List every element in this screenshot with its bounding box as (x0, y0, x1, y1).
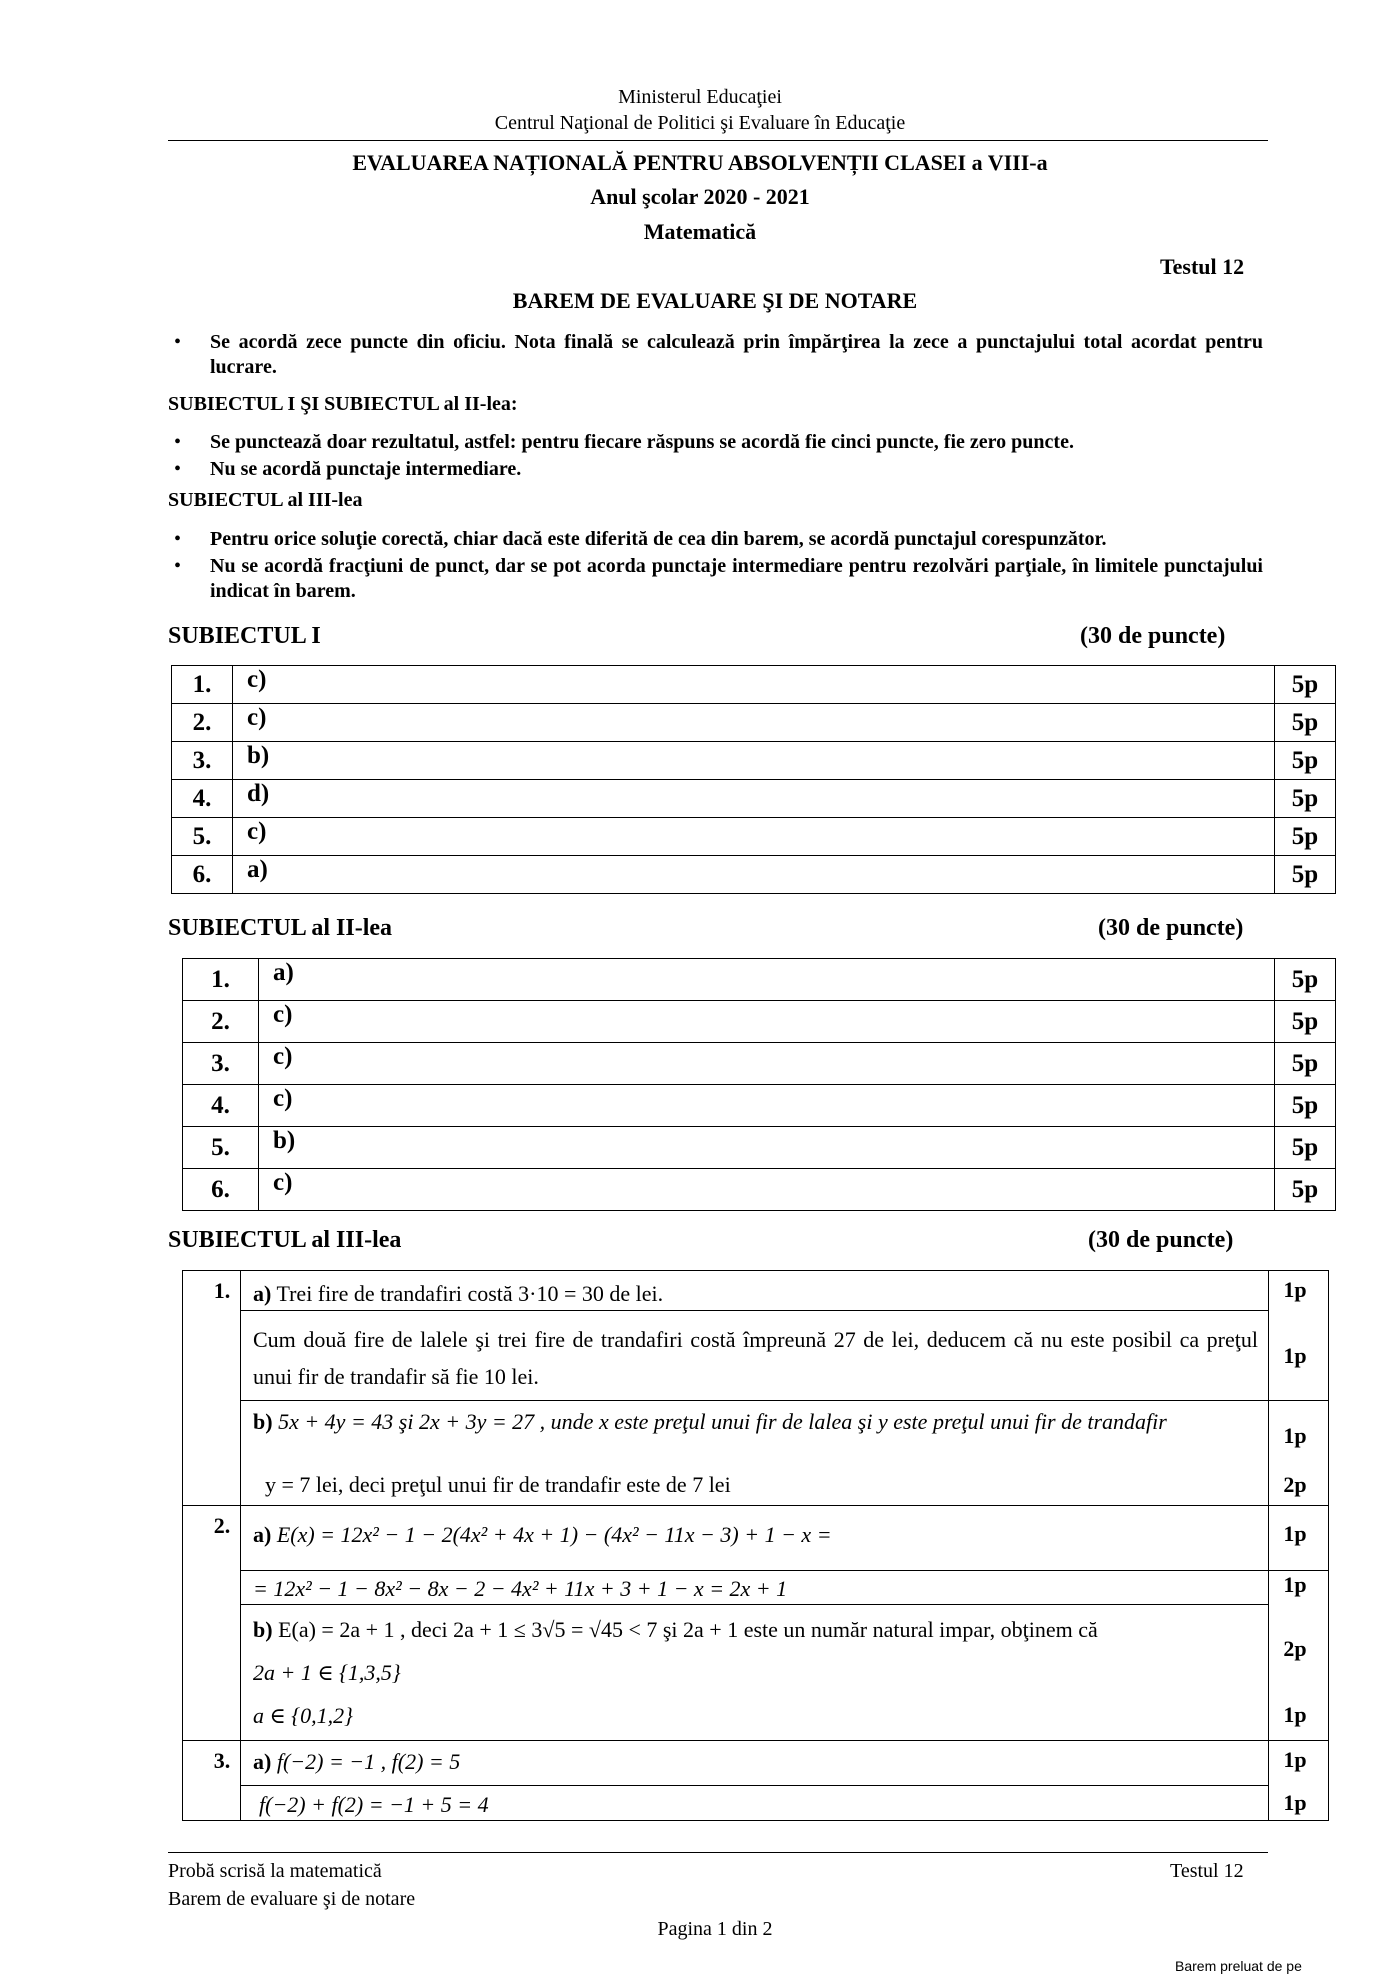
subiect3-points: (30 de puncte) (1088, 1227, 1234, 1253)
subject-name: Matematică (643, 219, 757, 244)
p2-a-expr: E(x) = 12x² − 1 − 2(4x² + 4x + 1) − (4x² − 11x − 3) + 1 − x = (276, 1522, 832, 1547)
footer-test: Testul 12 (1170, 1860, 1244, 1882)
answer-points: 5p (1275, 1043, 1336, 1085)
grid-divider (240, 1400, 1329, 1401)
points-badge: 2p (1283, 1472, 1307, 1497)
answer-points: 5p (1275, 666, 1336, 704)
answer-points: 5p (1275, 704, 1336, 742)
rule-item: • Nu se acordă punctaje intermediare. (168, 457, 1263, 482)
answer-choice: c) (233, 818, 1275, 856)
rule-item: • Se acordă zece puncte din oficiu. Nota finală se calculează prin împărţirea la zece a punctajului total acordat pentru lucrare. (168, 330, 1263, 380)
question-number: 2. (183, 1001, 259, 1043)
answer-choice: b) (233, 742, 1275, 780)
answer-choice: c) (259, 1169, 1275, 1211)
test-number: Testul 12 (1160, 254, 1245, 279)
answer-choice: c) (233, 704, 1275, 742)
page-number: Pagina 1 din 2 (657, 1918, 773, 1940)
points-badge: 1p (1283, 1702, 1307, 1727)
general-rules (168, 330, 1263, 380)
answer-choice: c) (259, 1085, 1275, 1127)
rule-item: • Se punctează doar rezultatul, astfel: pentru fiecare răspuns se acordă fie cinci puncte, fie zero puncte. (168, 430, 1263, 455)
points-badge: 2p (1283, 1636, 1307, 1661)
footer-divider (168, 1852, 1268, 1853)
answer-choice: a) (259, 959, 1275, 1001)
answer-row (183, 1169, 1336, 1211)
question-number: 6. (183, 1169, 259, 1211)
p3-a-line1 (253, 1745, 1258, 1779)
answer-points: 5p (1275, 818, 1336, 856)
answer-row (172, 666, 1336, 704)
p2-a-line1 (253, 1518, 1258, 1552)
rules-s12 (168, 430, 1263, 482)
p1-a-text: Trei fire de trandafiri costă 3·10 = 30 de lei. (276, 1281, 664, 1306)
rules-s3 (168, 527, 1263, 604)
part-label: b) (253, 1409, 273, 1434)
subiect1-title: SUBIECTUL I (168, 623, 321, 649)
question-number: 6. (172, 856, 233, 894)
p1-b-text2: y = 7 lei, deci preţul unui fir de trandafir este de 7 lei (265, 1472, 731, 1497)
subiect1-points: (30 de puncte) (1080, 623, 1226, 649)
points-badge: 1p (1283, 1277, 1307, 1302)
footer-line2: Barem de evaluare şi de notare (168, 1888, 416, 1910)
answer-points: 5p (1275, 780, 1336, 818)
subiect2-table (182, 958, 1336, 1211)
grid-divider (182, 1740, 1329, 1741)
points-badge: 1p (1283, 1790, 1307, 1815)
answer-choice: c) (259, 1001, 1275, 1043)
footer-line1: Probă scrisă la matematică (168, 1860, 382, 1882)
p2-a-expr2: = 12x² − 1 − 8x² − 8x − 2 − 4x² + 11x + 3 + 1 − x = 2x + 1 (253, 1576, 788, 1601)
question-number: 5. (183, 1127, 259, 1169)
points-badge: 1p (1283, 1572, 1307, 1597)
barem-title: BAREM DE EVALUARE ŞI DE NOTARE (512, 288, 918, 313)
answer-choice: a) (233, 856, 1275, 894)
p3-a-expr2: f(−2) + f(2) = −1 + 5 = 4 (259, 1792, 489, 1817)
p2-b-text2: 2a + 1 ∈ {1,3,5} (253, 1660, 401, 1685)
center-name: Centrul Naţional de Politici şi Evaluare în Educaţie (494, 112, 906, 134)
answer-row (172, 704, 1336, 742)
rule-item: • Pentru orice soluţie corectă, chiar dacă este diferită de cea din barem, se acordă punctajul corespunzător. (168, 527, 1263, 552)
question-number: 1. (172, 666, 233, 704)
answer-row (183, 1001, 1336, 1043)
question-number: 4. (183, 1085, 259, 1127)
points-badge: 1p (1283, 1343, 1307, 1368)
points-badge: 1p (1283, 1423, 1307, 1448)
part-label: b) (253, 1617, 273, 1642)
subiect3-title: SUBIECTUL al III-lea (168, 1227, 402, 1253)
answer-choice: c) (259, 1043, 1275, 1085)
grid-divider (240, 1785, 1268, 1786)
answer-row (172, 742, 1336, 780)
ministry-name: Ministerul Educaţiei (618, 86, 782, 108)
answer-points: 5p (1275, 1169, 1336, 1211)
answer-row (172, 780, 1336, 818)
answer-row (172, 818, 1336, 856)
grid-divider (240, 1270, 241, 1821)
part-label: a) (253, 1281, 272, 1306)
subiect2-title: SUBIECTUL al II-lea (168, 915, 393, 941)
answer-points: 5p (1275, 959, 1336, 1001)
problem-number: 3. (213, 1748, 231, 1773)
answer-choice: b) (259, 1127, 1275, 1169)
answer-row (183, 1085, 1336, 1127)
p1-b-text1 (253, 1405, 1263, 1438)
answer-choice: d) (233, 780, 1275, 818)
points-badge: 1p (1283, 1521, 1307, 1546)
question-number: 5. (172, 818, 233, 856)
answer-row (183, 1127, 1336, 1169)
p1-a-text2: Cum două fire de lalele şi trei fire de trandafiri costă împreună 27 de lei, deducem că nu este posibil ca preţul unui fir de trandafir să fie 10 lei. (253, 1327, 1258, 1389)
answer-points: 5p (1275, 1127, 1336, 1169)
p2-b-line1 (253, 1613, 1263, 1647)
p2-b-text1: E(a) = 2a + 1 , deci 2a + 1 ≤ 3√5 = √45 < 7 şi 2a + 1 este un număr natural impar, obţinem că (278, 1617, 1098, 1642)
grid-divider (182, 1505, 1329, 1506)
answer-row (183, 959, 1336, 1001)
answer-points: 5p (1275, 742, 1336, 780)
part-label: a) (253, 1522, 272, 1547)
answer-row (183, 1043, 1336, 1085)
p1-b-equations: 5x + 4y = 43 şi 2x + 3y = 27 , unde x este preţul unui fir de lalea şi y este preţul unui fir de trandafir (278, 1409, 1167, 1434)
p2-b-text3: a ∈ {0,1,2} (253, 1703, 353, 1728)
answer-points: 5p (1275, 1085, 1336, 1127)
subiect1-table (171, 665, 1336, 894)
rules-s3-title: SUBIECTUL al III-lea (168, 489, 363, 511)
rules-s12-title: SUBIECTUL I ŞI SUBIECTUL al II-lea: (168, 393, 518, 415)
header-divider (168, 140, 1268, 141)
problem-number: 1. (213, 1278, 231, 1303)
problem-number: 2. (213, 1513, 231, 1538)
question-number: 1. (183, 959, 259, 1001)
grid-divider (240, 1570, 1329, 1571)
question-number: 2. (172, 704, 233, 742)
p3-a-expr: f(−2) = −1 , f(2) = 5 (276, 1749, 461, 1774)
answer-row (172, 856, 1336, 894)
question-number: 4. (172, 780, 233, 818)
answer-points: 5p (1275, 1001, 1336, 1043)
answer-choice: c) (233, 666, 1275, 704)
answer-points: 5p (1275, 856, 1336, 894)
source-note: Barem preluat de pe (1175, 1958, 1302, 1974)
question-number: 3. (172, 742, 233, 780)
points-badge: 1p (1283, 1747, 1307, 1772)
question-number: 3. (183, 1043, 259, 1085)
rule-item: • Nu se acordă fracţiuni de punct, dar se pot acorda punctaje intermediare pentru rezolvări parţiale, în limitele punctajului indicat în barem. (168, 554, 1263, 604)
school-year: Anul şcolar 2020 - 2021 (590, 184, 810, 209)
subiect2-points: (30 de puncte) (1098, 915, 1244, 941)
p1-a-line1 (253, 1277, 1258, 1311)
part-label: a) (253, 1749, 272, 1774)
exam-title: EVALUAREA NAȚIONALĂ PENTRU ABSOLVENȚII CLASEI a VIII-a (352, 150, 1048, 175)
